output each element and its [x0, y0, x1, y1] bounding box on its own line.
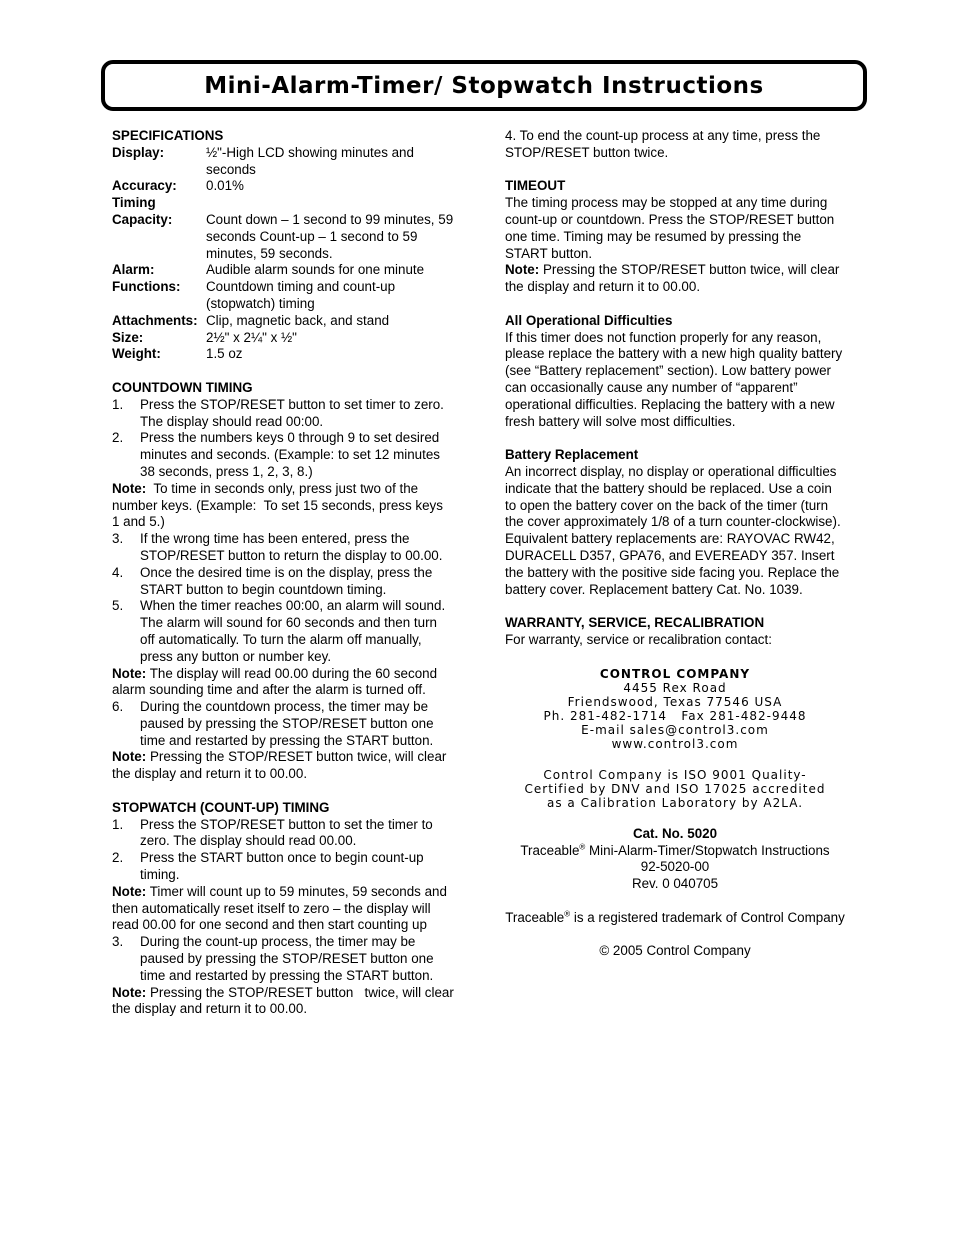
company-address-line2: Friendswood, Texas 77546 USA: [567, 694, 783, 709]
item-number: 6.: [112, 699, 124, 715]
spec-value: [206, 195, 454, 212]
item-text: Press the STOP/RESET button to set the timer to zero. The display should read 00.00.: [140, 816, 433, 849]
item-text: If the wrong time has been entered, press the STOP/RESET button to return the display to 00.00.: [140, 531, 443, 563]
left-column: [112, 128, 458, 1018]
spec-row: [112, 346, 454, 363]
spec-key: Alarm:: [112, 262, 155, 278]
note-text: Pressing the STOP/RESET button twice, will clear the display and return it to 00.00.: [112, 984, 458, 1017]
note-label: Note:: [112, 883, 147, 899]
registered-mark: ®: [579, 842, 586, 852]
item-text: Press the START button once to begin count-up timing.: [140, 850, 424, 883]
timeout-text: The timing process may be stopped at any time during count-up or countdown. Press the STOP/RESET button one time. Timing may be resumed by pressing the START button.: [505, 195, 835, 261]
note-label: Note:: [112, 984, 147, 1000]
item-number: 3.: [112, 934, 124, 950]
item-text: During the countdown process, the timer may be paused by pressing the STOP/RESET button one time and restarted by pressing the START button.: [140, 699, 434, 748]
revision: Rev. 0 040705: [631, 876, 719, 892]
spec-row: [112, 145, 454, 179]
spec-row: [112, 195, 454, 212]
list-item: [112, 934, 454, 984]
trademark-notice: [505, 910, 845, 927]
stopwatch-header: STOPWATCH (COUNT-UP) TIMING: [112, 799, 330, 815]
item-text: When the timer reaches 00:00, an alarm will sound. The alarm will sound for 60 seconds and then turn off automatically. To turn the alarm off manually, press any button or number key.: [140, 598, 446, 664]
item-number: 1.: [112, 396, 124, 412]
document-title-text: Mini-Alarm-Timer/Stopwatch Instructions: [585, 842, 830, 858]
countdown-header: COUNTDOWN TIMING: [112, 379, 253, 395]
note: [112, 884, 454, 934]
note-label: Note:: [112, 749, 147, 765]
list-item: 4. To end the count-up process at any time, press the STOP/RESET button twice.: [505, 128, 821, 160]
spec-row: [112, 279, 454, 313]
spec-key: Size:: [112, 329, 144, 345]
spec-value: Count down – 1 second to 99 minutes, 59 seconds Count-up – 1 second to 59 minutes, 59 seconds.: [206, 211, 454, 261]
spec-value: Countdown timing and count-up (stopwatch) timing: [206, 279, 396, 311]
spec-value: Clip, magnetic back, and stand: [206, 312, 390, 328]
spec-key: Weight:: [112, 346, 161, 362]
item-number: 3.: [112, 531, 124, 547]
note-label: Note:: [112, 665, 147, 681]
list-item: [112, 850, 454, 884]
spec-value: ½"-High LCD showing minutes and seconds: [206, 144, 414, 177]
spec-key: Functions:: [112, 279, 181, 295]
list-item: [112, 397, 454, 431]
company-name: CONTROL COMPANY: [599, 666, 751, 681]
battery-header: Battery Replacement: [505, 447, 639, 463]
catalog-number: Cat. No. 5020: [632, 825, 718, 841]
company-phone: Ph. 281-482-1714 Fax 281-482-9448: [543, 708, 807, 723]
note-text: To time in seconds only, press just two of the number keys. (Example: To set 15 seconds, press keys 1 and 5.): [112, 480, 447, 530]
battery-text: An incorrect display, no display or operational difficulties indicate that the battery should be replaced. Use a coin to open the battery cover on the back of the timer (turn the cover approximately 1/8 of a turn counter-clockwise). Equivalent battery replacements are: RAYOVAC RW42, DURACELL D357, GPA76, and EVEREADY 357. Insert the battery with the positive side facing you. Replace the battery cover. Replacement battery Cat. No. 1039.: [505, 463, 841, 597]
note-text: The display will read 00.00 during the 60 second alarm sounding time and after the alarm is turned off.: [112, 665, 438, 698]
item-text: Press the numbers keys 0 through 9 to set desired minutes and seconds. (Example: to set 12 minutes 38 seconds, press 1, 2, 3, 8.): [140, 430, 440, 479]
item-number: 2.: [112, 850, 124, 866]
list-item: [112, 598, 454, 665]
spec-value: Audible alarm sounds for one minute: [206, 262, 425, 278]
note-text: Pressing the STOP/RESET button twice, will clear the display and return it to 00.00.: [505, 262, 840, 295]
item-number: 1.: [112, 816, 124, 832]
company-email: E-mail sales@control3.com: [581, 722, 769, 737]
spec-key: Attachments:: [112, 312, 198, 328]
spec-value: 0.01%: [206, 178, 244, 194]
item-number: 2.: [112, 430, 124, 446]
note: [112, 666, 454, 700]
spec-row: [112, 212, 454, 262]
traceable-brand: Traceable: [505, 909, 565, 925]
spec-row: [112, 178, 454, 195]
difficulties-header: All Operational Difficulties: [505, 312, 673, 328]
page-title: Mini-Alarm-Timer/ Stopwatch Instructions: [204, 72, 764, 99]
company-address-line1: 4455 Rex Road: [623, 680, 727, 695]
list-item: [112, 817, 454, 851]
spec-row: [112, 330, 454, 347]
list-item: [112, 565, 454, 599]
warranty-header: WARRANTY, SERVICE, RECALIBRATION: [505, 615, 765, 631]
document-title: [505, 843, 845, 860]
note: [112, 984, 458, 1019]
note: [112, 481, 454, 531]
spec-row: [112, 262, 454, 279]
spec-value: 2½" x 2¼" x ½": [206, 329, 297, 345]
note: [505, 262, 845, 296]
note-label: Note:: [505, 262, 540, 278]
item-number: 4.: [112, 564, 124, 580]
item-text: Once the desired time is on the display, press the START button to begin countdown timing.: [140, 564, 433, 597]
trademark-text: is a registered trademark of Control Company: [570, 909, 845, 925]
spec-row: [112, 313, 454, 330]
list-item: [112, 430, 454, 480]
document-number: 92-5020-00: [640, 859, 710, 875]
spec-key: Timing: [112, 195, 156, 211]
company-website: www.control3.com: [611, 736, 739, 751]
note-text: Pressing the STOP/RESET button twice, will clear the display and return it to 00.00.: [112, 749, 447, 782]
item-text: Press the STOP/RESET button to set timer to zero. The display should read 00:00.: [140, 396, 444, 429]
difficulties-text: If this timer does not function properly for any reason, please replace the battery with a new high quality battery (see “Battery replacement” section). Low battery power can occasionally cause any number of “apparent” operational difficulties. Replacing the battery with a new fresh battery will solve most difficulties.: [505, 329, 843, 429]
item-number: 5.: [112, 598, 124, 614]
note: [112, 749, 454, 783]
spec-key: Accuracy:: [112, 178, 177, 194]
item-text: During the count-up process, the timer may be paused by pressing the STOP/RESET button one time and restarted by pressing the START button.: [140, 934, 434, 983]
specifications-header: SPECIFICATIONS: [112, 128, 224, 143]
iso-statement: Control Company is ISO 9001 Quality-Certified by DNV and ISO 17025 accredited as a Calibration Laboratory by A2LA.: [524, 767, 826, 810]
spec-key: Capacity:: [112, 211, 173, 227]
timeout-header: TIMEOUT: [505, 178, 566, 194]
list-item: [112, 531, 454, 565]
note-label: Note:: [112, 480, 147, 496]
traceable-brand: Traceable: [520, 842, 580, 858]
registered-mark: ®: [564, 909, 571, 919]
note-text: Timer will count up to 59 minutes, 59 seconds and then automatically reset itself to zero – the display will read 00.00 for one second and then start counting up: [112, 883, 447, 933]
list-item: [112, 699, 454, 749]
right-column: [505, 128, 845, 960]
warranty-text: For warranty, service or recalibration contact:: [505, 631, 772, 647]
spec-key: Display:: [112, 144, 165, 160]
copyright: © 2005 Control Company: [599, 943, 751, 959]
spec-value: 1.5 oz: [206, 346, 243, 362]
title-box: [101, 60, 867, 111]
